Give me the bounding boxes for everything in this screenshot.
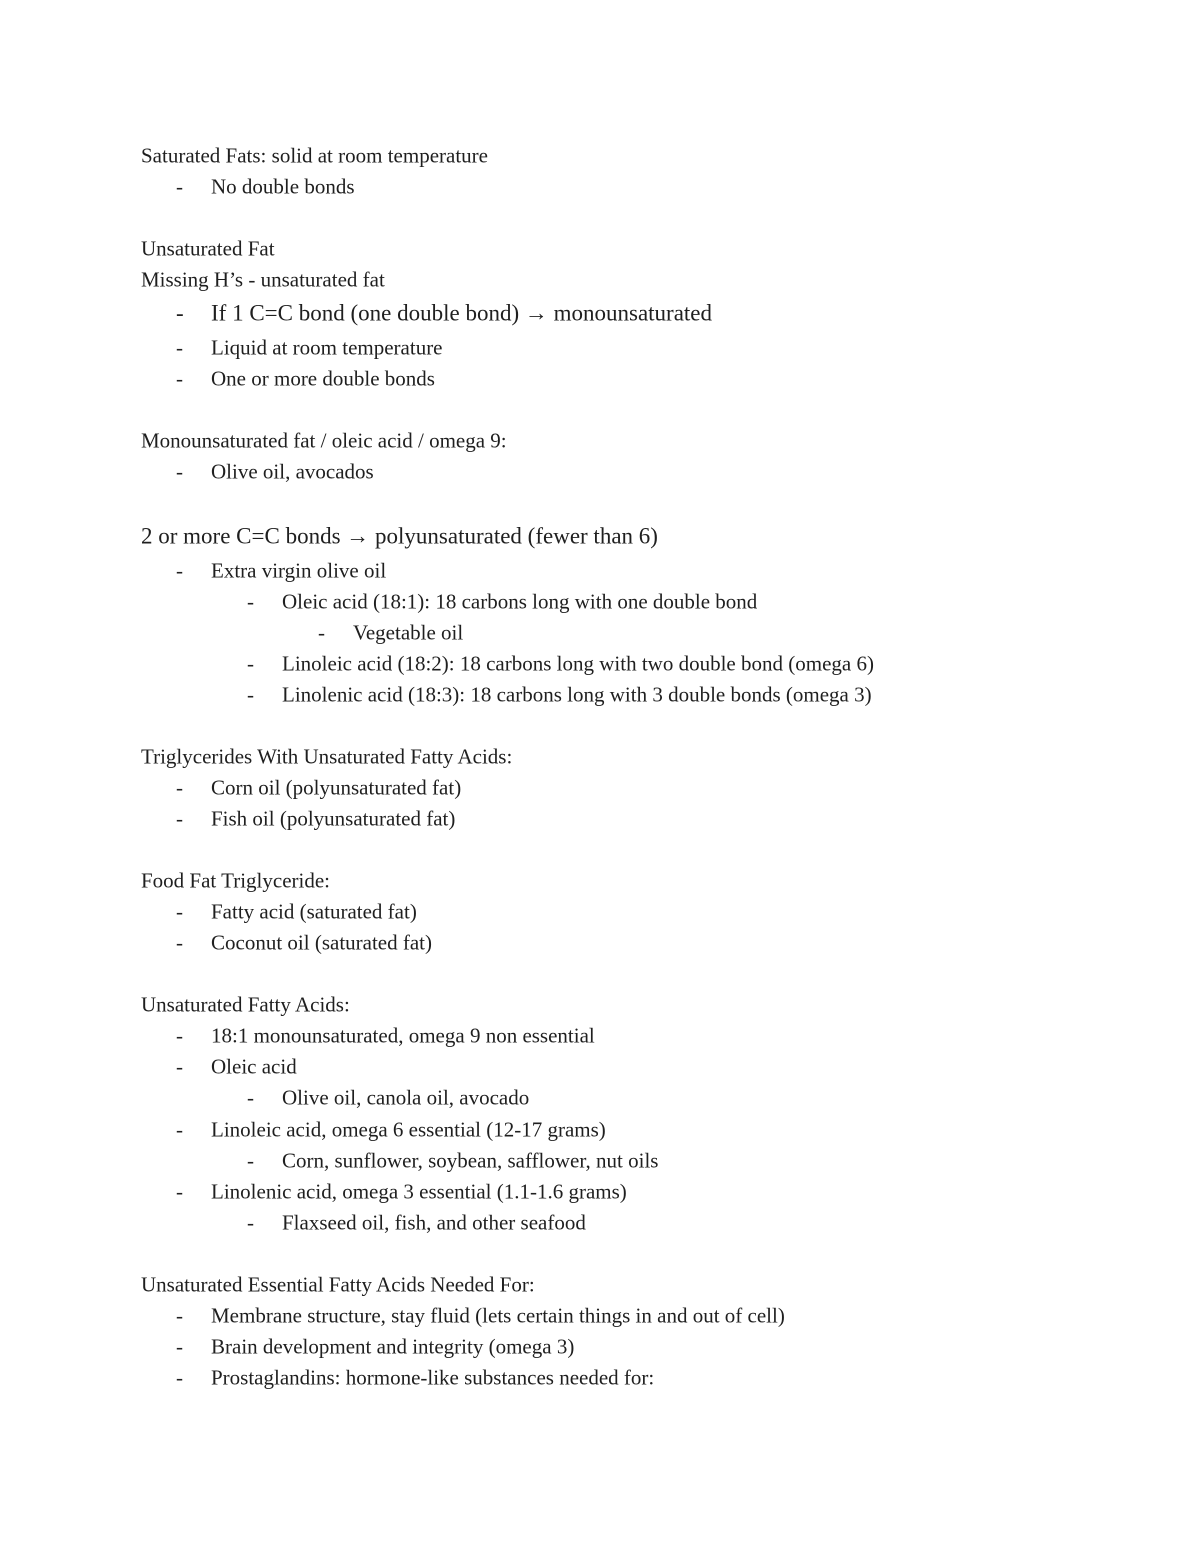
list-item-text: Flaxseed oil, fish, and other seafood: [282, 1210, 586, 1235]
section-heading: Unsaturated Fat: [141, 236, 275, 261]
bullet-dash: -: [176, 558, 183, 583]
bullet-dash: -: [176, 1334, 183, 1359]
list-item: [176, 174, 355, 199]
list-item: [247, 1148, 659, 1173]
section-heading: Triglycerides With Unsaturated Fatty Acids:: [141, 744, 513, 769]
bullet-dash: -: [176, 930, 183, 955]
list-item-text: Extra virgin olive oil: [211, 558, 387, 583]
section-heading: Food Fat Triglyceride:: [141, 868, 331, 893]
list-item: [247, 589, 758, 614]
list-item: [176, 1334, 575, 1359]
list-item-text: Liquid at room temperature: [211, 335, 443, 360]
list-item: [176, 335, 443, 360]
list-item-text: Linolenic acid, omega 3 essential (1.1-1.6 grams): [211, 1179, 627, 1204]
list-item-text: One or more double bonds: [211, 366, 435, 391]
list-item: [176, 366, 435, 391]
list-item-text: No double bonds: [211, 174, 355, 199]
bullet-dash: -: [247, 651, 254, 676]
bullet-dash: -: [176, 366, 183, 391]
bullet-dash: -: [176, 899, 183, 924]
list-item-text: Linoleic acid, omega 6 essential (12-17 grams): [211, 1117, 606, 1142]
list-item-text: Corn oil (polyunsaturated fat): [211, 775, 462, 800]
bullet-dash: -: [247, 589, 254, 614]
section-heading: Missing H’s - unsaturated fat: [141, 267, 385, 292]
list-item: [247, 1085, 530, 1110]
list-item: [247, 682, 872, 707]
list-item: [176, 1054, 297, 1079]
section-heading: Saturated Fats: solid at room temperature: [141, 143, 488, 168]
section-heading: Monounsaturated fat / oleic acid / omega 9:: [141, 428, 507, 453]
bullet-dash: -: [247, 682, 254, 707]
list-item: [176, 930, 433, 955]
list-item-text: Membrane structure, stay fluid (lets certain things in and out of cell): [211, 1303, 785, 1328]
bullet-dash: -: [176, 1054, 183, 1079]
bullet-dash: -: [176, 806, 183, 831]
list-item: [176, 1303, 785, 1328]
list-item: [176, 459, 374, 484]
list-item-text: Linoleic acid (18:2): 18 carbons long with two double bond (omega 6): [282, 651, 874, 676]
list-item-text: 18:1 monounsaturated, omega 9 non essential: [211, 1023, 595, 1048]
list-item: [176, 302, 712, 325]
bullet-dash: -: [176, 300, 184, 326]
list-item-text: Brain development and integrity (omega 3): [211, 1334, 575, 1359]
list-item-text: Linolenic acid (18:3): 18 carbons long with 3 double bonds (omega 3): [282, 682, 872, 707]
bullet-dash: -: [247, 1085, 254, 1110]
list-item-text: Olive oil, canola oil, avocado: [282, 1085, 530, 1110]
bullet-dash: -: [176, 459, 183, 484]
section-heading: Unsaturated Essential Fatty Acids Needed For:: [141, 1272, 535, 1297]
bullet-dash: -: [176, 775, 183, 800]
list-item: [176, 1117, 606, 1142]
list-item-text: Corn, sunflower, soybean, safflower, nut oils: [282, 1148, 659, 1173]
bullet-dash: -: [176, 335, 183, 360]
bullet-dash: -: [176, 1365, 183, 1390]
list-item-text: Oleic acid: [211, 1054, 297, 1079]
list-item-text: Fish oil (polyunsaturated fat): [211, 806, 456, 831]
list-item-text: Olive oil, avocados: [211, 459, 374, 484]
list-item-text: Oleic acid (18:1): 18 carbons long with one double bond: [282, 589, 758, 614]
list-item-text: If 1 C=C bond (one double bond) → monounsaturated: [211, 300, 713, 326]
list-item: [176, 1023, 595, 1048]
list-item-text: Vegetable oil: [353, 620, 464, 645]
bullet-dash: -: [176, 1023, 183, 1048]
list-item: [176, 558, 387, 583]
list-item: [247, 651, 874, 676]
list-item-text: Prostaglandins: hormone-like substances needed for:: [211, 1365, 655, 1390]
bullet-dash: -: [318, 620, 325, 645]
bullet-dash: -: [176, 1117, 183, 1142]
bullet-dash: -: [176, 174, 183, 199]
list-item: [247, 1210, 586, 1235]
bullet-dash: -: [247, 1210, 254, 1235]
list-item: [176, 806, 456, 831]
section-heading: Unsaturated Fatty Acids:: [141, 992, 350, 1017]
list-item-text: Coconut oil (saturated fat): [211, 930, 433, 955]
bullet-dash: -: [176, 1303, 183, 1328]
list-item: [176, 1365, 655, 1390]
list-item: [318, 620, 464, 645]
bullet-dash: -: [247, 1148, 254, 1173]
list-item: [176, 1179, 627, 1204]
list-item: [176, 899, 417, 924]
list-item-text: Fatty acid (saturated fat): [211, 899, 417, 924]
list-item: [176, 775, 462, 800]
section-heading: 2 or more C=C bonds → polyunsaturated (fewer than 6): [141, 523, 658, 549]
bullet-dash: -: [176, 1179, 183, 1204]
